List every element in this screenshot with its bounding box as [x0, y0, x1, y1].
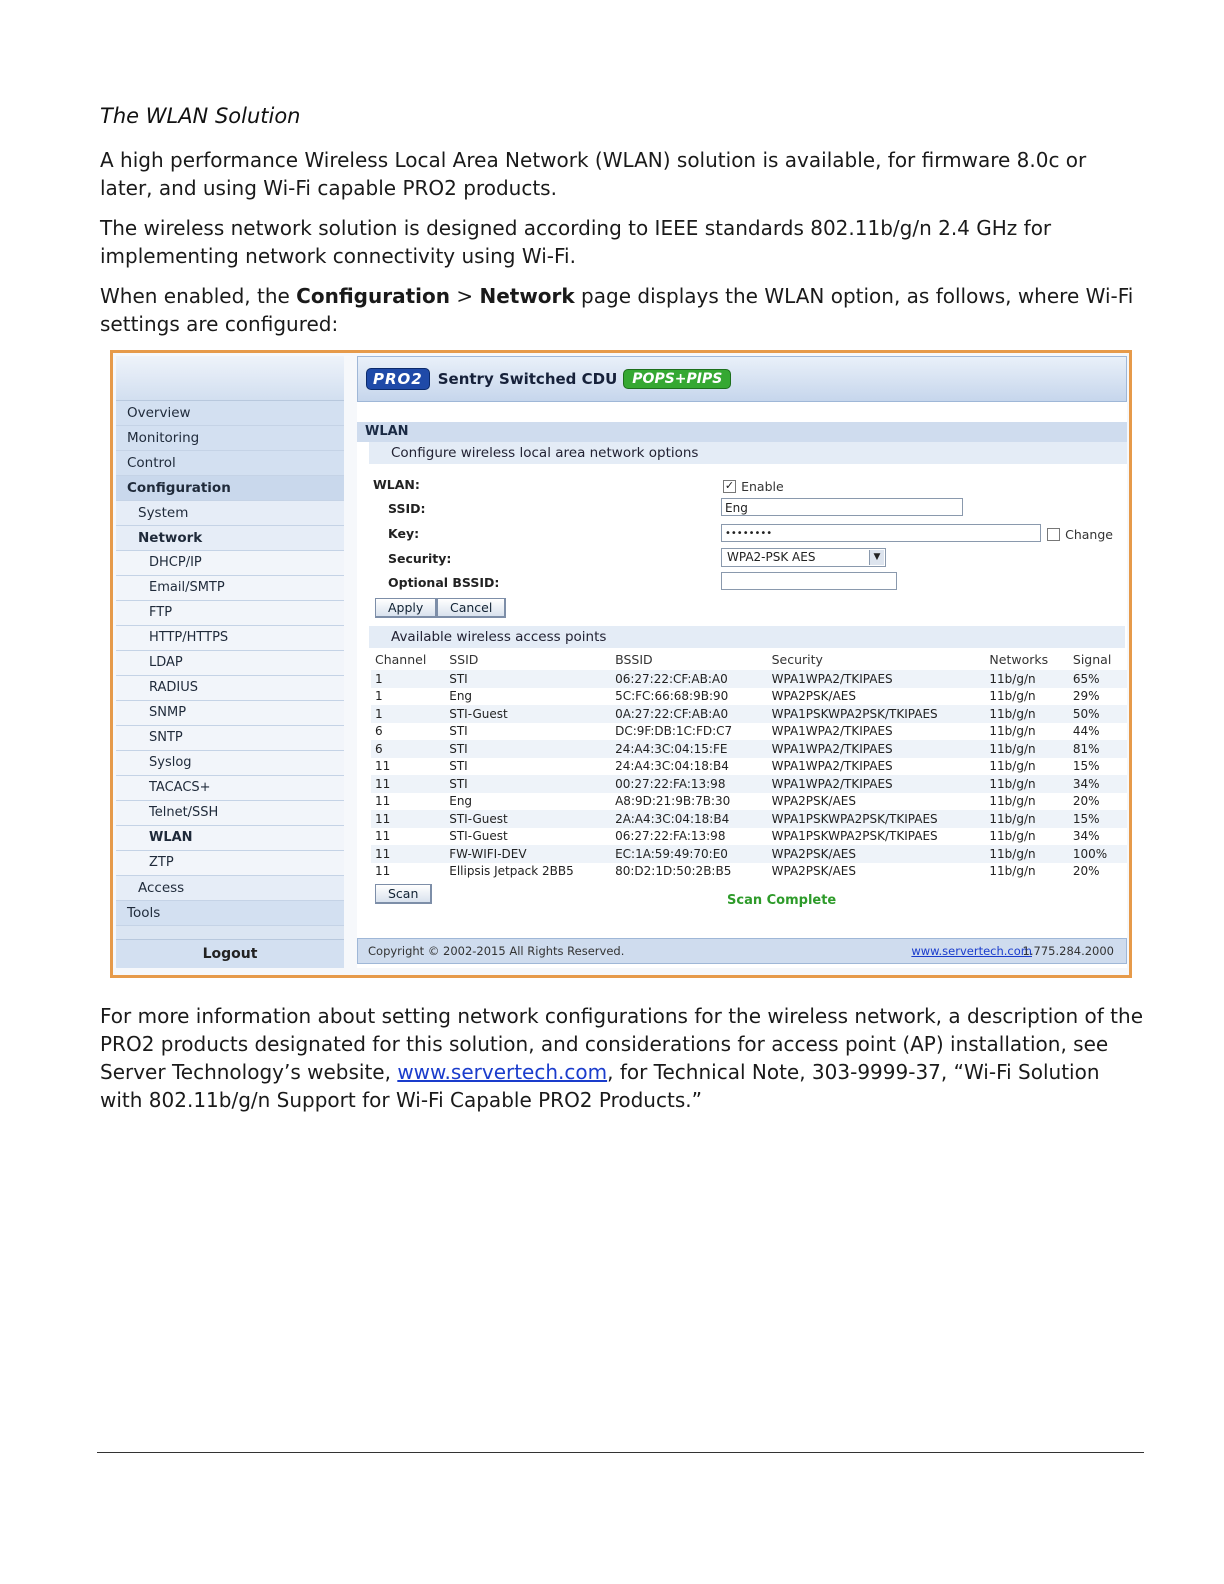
sidebar-item-dhcp-ip[interactable]: DHCP/IP	[116, 551, 344, 576]
cell-ssid: STI	[449, 724, 468, 739]
sidebar-item-sntp[interactable]: SNTP	[116, 726, 344, 751]
cell-security: WPA2PSK/AES	[771, 689, 856, 704]
ssid-input[interactable]: Eng	[721, 498, 963, 516]
sidebar-header	[116, 356, 344, 401]
cell-security: WPA1WPA2/TKIPAES	[768, 670, 986, 688]
cell-ssid: STI	[449, 759, 468, 774]
cell-bssid: DC:9F:DB:1C:FD:C7	[615, 724, 733, 739]
cell-networks: 11b/g/n	[985, 670, 1068, 688]
more-info-paragraph	[100, 1002, 1145, 1114]
access-points-body	[371, 670, 1127, 880]
cell-channel: 11	[371, 775, 445, 793]
menu-separator: >	[449, 284, 480, 308]
cell-channel: 11	[375, 864, 391, 879]
cell-bssid: 06:27:22:CF:AB:A0	[611, 670, 768, 688]
access-points-title: Available wireless access points	[369, 626, 1125, 648]
cell-networks: 11b/g/n	[985, 740, 1068, 758]
table-row	[371, 810, 1127, 828]
cell-signal: 34%	[1072, 829, 1100, 844]
cell-signal: 29%	[1072, 689, 1100, 704]
cell-bssid: 2A:A4:3C:04:18:B4	[611, 810, 768, 828]
column-header-channel: Channel	[375, 651, 427, 667]
more-info-text-post: , for Technical Note, 303-9999-37, “Wi-Fi Solution with 802.11b/g/n Support for Wi-Fi Capable PRO2 Products.”	[100, 1060, 1100, 1112]
cell-networks: 11b/g/n	[989, 724, 1036, 739]
table-row	[371, 688, 1127, 706]
cell-channel: 1	[371, 705, 445, 723]
product-banner	[357, 356, 1127, 402]
page-footer	[357, 938, 1127, 964]
cell-networks: 11b/g/n	[985, 705, 1068, 723]
column-header-networks: Networks	[989, 651, 1049, 667]
sidebar-item-snmp[interactable]: SNMP	[116, 701, 344, 726]
cell-ssid: Eng	[449, 794, 473, 809]
sidebar-item-ldap[interactable]: LDAP	[116, 651, 344, 676]
cell-networks: 11b/g/n	[985, 810, 1068, 828]
cell-signal: 50%	[1069, 705, 1127, 723]
cell-networks: 11b/g/n	[985, 845, 1068, 863]
sidebar-item-wlan[interactable]: WLAN	[116, 826, 344, 851]
sidebar-item-syslog[interactable]: Syslog	[116, 751, 344, 776]
change-label: Change	[1065, 527, 1113, 542]
cell-bssid: 24:A4:3C:04:15:FE	[611, 740, 768, 758]
cell-networks: 11b/g/n	[989, 829, 1036, 844]
cell-channel: 6	[371, 740, 445, 758]
bssid-input[interactable]	[721, 572, 897, 590]
cell-bssid: 24:A4:3C:04:18:B4	[615, 759, 729, 774]
scan-status: Scan Complete	[727, 893, 837, 908]
key-input[interactable]: ••••••••	[721, 524, 1041, 542]
cell-bssid: 5C:FC:66:68:9B:90	[615, 689, 729, 704]
cell-signal: 15%	[1072, 759, 1100, 774]
more-info-text-pre: For more information about setting network configurations for the wireless network, a description of the PRO2 products designated for this solution, and considerations for access point (AP) installation, see Server Technology’s website,	[100, 1004, 1143, 1084]
servertech-link[interactable]: www.servertech.com	[911, 944, 1032, 958]
nav-sidebar	[116, 356, 344, 968]
cell-bssid: 0A:27:22:CF:AB:A0	[611, 705, 768, 723]
cell-ssid: Ellipsis Jetpack 2BB5	[449, 864, 574, 879]
config-menu-name: Configuration	[296, 284, 450, 308]
cell-bssid: 06:27:22:FA:13:98	[615, 829, 726, 844]
cancel-button[interactable]: Cancel	[437, 598, 506, 618]
section-heading: The WLAN Solution	[100, 104, 301, 128]
scan-button[interactable]: Scan	[375, 884, 432, 904]
sidebar-item-tacacs[interactable]: TACACS+	[116, 776, 344, 801]
security-label: Security:	[388, 551, 452, 566]
sidebar-item-overview[interactable]: Overview	[116, 401, 344, 426]
cell-networks: 11b/g/n	[989, 794, 1036, 809]
cell-signal: 81%	[1069, 740, 1127, 758]
cell-security: WPA1PSKWPA2PSK/TKIPAES	[768, 810, 986, 828]
cell-security: WPA1PSKWPA2PSK/TKIPAES	[771, 829, 938, 844]
sidebar-item-network[interactable]: Network	[116, 526, 344, 551]
bssid-label: Optional BSSID:	[388, 575, 500, 590]
sidebar-item-telnet-ssh[interactable]: Telnet/SSH	[116, 801, 344, 826]
config-text-post: page displays the WLAN option, as follows, where Wi-Fi settings are configured:	[100, 284, 1134, 336]
sidebar-item-monitoring[interactable]: Monitoring	[116, 426, 344, 451]
cell-signal: 34%	[1069, 775, 1127, 793]
enable-checkbox[interactable]: ✓	[724, 479, 735, 492]
logout-button[interactable]: Logout	[116, 939, 344, 968]
config-text-pre: When enabled, the	[100, 284, 297, 308]
cell-bssid: EC:1A:59:49:70:E0	[611, 845, 768, 863]
cell-networks: 11b/g/n	[989, 759, 1036, 774]
standards-paragraph: The wireless network solution is designed according to IEEE standards 802.11b/g/n 2.4 GHz for implementing network connectivity using Wi-Fi.	[100, 216, 1052, 268]
cell-security: WPA1WPA2/TKIPAES	[771, 724, 893, 739]
phone-number: 1.775.284.2000	[1022, 944, 1114, 958]
apply-button[interactable]: Apply	[375, 598, 437, 618]
cell-ssid: STI-Guest	[445, 705, 611, 723]
access-points-table	[371, 648, 1127, 880]
footer-rule	[97, 1452, 1144, 1453]
wlan-section-title: WLAN	[357, 422, 1127, 442]
table-row	[371, 740, 1127, 758]
sidebar-item-email-smtp[interactable]: Email/SMTP	[116, 576, 344, 601]
table-row	[371, 775, 1127, 793]
cell-ssid: STI	[445, 670, 611, 688]
cell-security: WPA2PSK/AES	[771, 864, 856, 879]
wlan-label: WLAN:	[373, 477, 420, 492]
sidebar-item-configuration[interactable]: Configuration	[116, 476, 344, 501]
wlan-screenshot	[110, 350, 1132, 978]
product-title: Sentry Switched CDU	[437, 370, 618, 388]
cell-channel: 11	[375, 829, 391, 844]
enable-checkbox-group[interactable]	[723, 476, 784, 495]
table-row	[371, 758, 1127, 776]
sidebar-item-control[interactable]: Control	[116, 451, 344, 476]
network-menu-name: Network	[479, 284, 575, 308]
cell-ssid: STI-Guest	[449, 829, 508, 844]
table-row	[371, 670, 1127, 688]
table-row	[371, 828, 1127, 846]
cell-security: WPA1WPA2/TKIPAES	[771, 759, 893, 774]
cell-networks: 11b/g/n	[985, 775, 1068, 793]
cell-networks: 11b/g/n	[989, 689, 1036, 704]
config-paragraph	[100, 282, 1145, 338]
cell-signal: 20%	[1072, 864, 1100, 879]
table-header-row	[371, 648, 1127, 670]
cell-channel: 11	[375, 759, 391, 774]
enable-label: Enable	[741, 479, 784, 494]
table-row	[371, 705, 1127, 723]
table-row	[371, 723, 1127, 741]
dropdown-arrow-icon[interactable]: ▼	[869, 550, 884, 565]
key-label: Key:	[388, 526, 420, 541]
cell-signal: 15%	[1069, 810, 1127, 828]
sidebar-item-ftp[interactable]: FTP	[116, 601, 344, 626]
servertech-website-link[interactable]: www.servertech.com	[397, 1060, 608, 1084]
sidebar-item-http-https[interactable]: HTTP/HTTPS	[116, 626, 344, 651]
intro-paragraph: A high performance Wireless Local Area Network (WLAN) solution is available, for firmware 8.0c or later, and using Wi-Fi capable PRO2 products.	[100, 148, 1087, 200]
column-header-security: Security	[771, 651, 823, 667]
cell-bssid: 00:27:22:FA:13:98	[611, 775, 768, 793]
cell-security: WPA1PSKWPA2PSK/TKIPAES	[768, 705, 986, 723]
cell-ssid: STI-Guest	[445, 810, 611, 828]
cell-signal: 65%	[1069, 670, 1127, 688]
sidebar-item-access[interactable]: Access	[116, 876, 344, 901]
pops-pips-logo: POPS+PIPS	[623, 369, 731, 389]
cell-networks: 11b/g/n	[989, 864, 1036, 879]
cell-ssid: Eng	[449, 689, 473, 704]
sidebar-item-radius[interactable]: RADIUS	[116, 676, 344, 701]
cell-channel: 11	[371, 845, 445, 863]
cell-channel: 6	[375, 724, 383, 739]
table-row	[371, 793, 1127, 811]
table-row	[371, 863, 1127, 881]
cell-security: WPA2PSK/AES	[771, 794, 856, 809]
column-header-ssid: SSID	[449, 651, 479, 667]
ssid-label: SSID:	[388, 501, 426, 516]
cell-bssid: 80:D2:1D:50:2B:B5	[615, 864, 732, 879]
table-row	[371, 845, 1127, 863]
cell-channel: 11	[375, 794, 391, 809]
security-selected-value: WPA2-PSK AES	[727, 550, 816, 564]
cell-ssid: STI	[445, 775, 611, 793]
cell-security: WPA1WPA2/TKIPAES	[768, 740, 986, 758]
wlan-section-subtitle: Configure wireless local area network options	[369, 442, 1127, 464]
copyright-text: Copyright © 2002-2015 All Rights Reserved.	[368, 944, 625, 958]
column-header-signal: Signal	[1072, 651, 1112, 667]
cell-signal: 44%	[1072, 724, 1100, 739]
cell-channel: 1	[375, 689, 383, 704]
column-header-bssid: BSSID	[615, 651, 653, 667]
change-checkbox[interactable]	[1047, 528, 1060, 541]
cell-channel: 1	[371, 670, 445, 688]
cell-ssid: STI	[445, 740, 611, 758]
cell-security: WPA2PSK/AES	[768, 845, 986, 863]
main-panel	[357, 356, 1127, 968]
cell-bssid: A8:9D:21:9B:7B:30	[615, 794, 731, 809]
sidebar-item-ztp[interactable]: ZTP	[116, 851, 344, 876]
cell-channel: 11	[371, 810, 445, 828]
security-select[interactable]	[721, 548, 886, 567]
cell-security: WPA1WPA2/TKIPAES	[768, 775, 986, 793]
sidebar-item-tools[interactable]: Tools	[116, 901, 344, 926]
cell-signal: 100%	[1069, 845, 1127, 863]
change-checkbox-group[interactable]	[1047, 524, 1113, 543]
sidebar-item-system[interactable]: System	[116, 501, 344, 526]
cell-ssid: FW-WIFI-DEV	[445, 845, 611, 863]
pro2-logo: PRO2	[366, 368, 430, 390]
cell-signal: 20%	[1072, 794, 1100, 809]
